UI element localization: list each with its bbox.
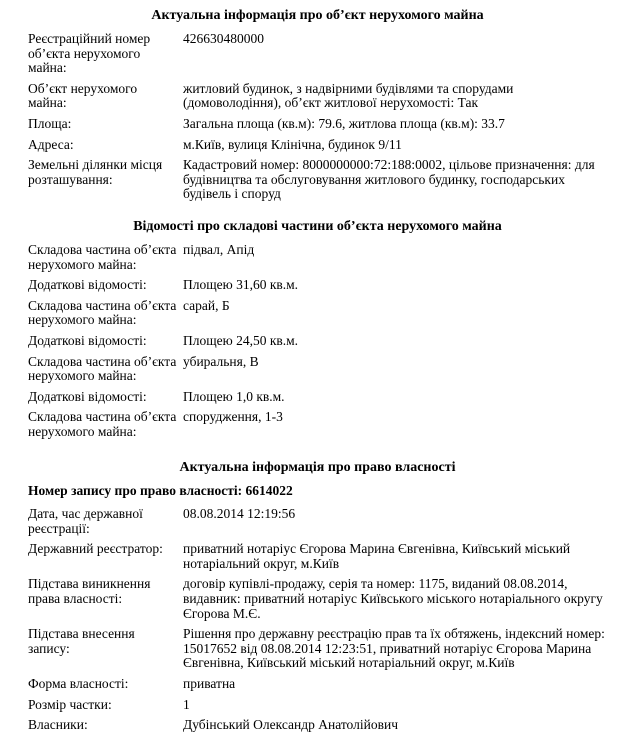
field-row <box>28 117 607 132</box>
field-value: убиральня, В <box>183 353 259 369</box>
field-value: Дубінський Олександр Анатолійович <box>183 717 398 733</box>
field-value: Площею 24,50 кв.м. <box>183 332 299 348</box>
field-row <box>28 390 607 405</box>
field-row <box>28 138 607 153</box>
field-label: Об’єкт нерухомого майна: <box>28 80 138 111</box>
field-row <box>28 507 607 536</box>
field-value: підвал, Апід <box>183 241 255 257</box>
field-row <box>28 355 607 384</box>
section-title: Відомості про складові частини об’єкта нерухомого майна <box>133 218 502 234</box>
field-row <box>28 158 607 202</box>
field-label: Складова частина об’єкта нерухомого майна: <box>28 353 177 384</box>
field-value: приватна <box>183 676 236 691</box>
field-label: Складова частина об’єкта нерухомого майна: <box>28 241 177 272</box>
field-row <box>28 542 607 571</box>
field-value: 426630480000 <box>183 31 264 46</box>
field-label: Підстава внесення запису: <box>28 626 135 656</box>
field-label: Адреса: <box>28 136 74 152</box>
section-component-parts <box>28 219 607 440</box>
field-label: Форма власності: <box>28 676 129 691</box>
field-label: Складова частина об’єкта нерухомого майна: <box>28 409 177 439</box>
field-label: Реєстраційний номер об’єкта нерухомого майна: <box>28 31 151 76</box>
section-ownership-info <box>28 460 607 732</box>
field-label: Додаткові відомості: <box>28 388 147 404</box>
section-object-info <box>28 8 607 202</box>
field-value: м.Київ, вулиця Клінічна, будинок 9/11 <box>183 136 402 152</box>
section-title: Актуальна інформація про право власності <box>179 460 456 476</box>
field-value: Площею 1,0 кв.м. <box>183 388 285 404</box>
field-value: 1 <box>183 696 190 712</box>
field-label: Площа: <box>28 115 72 131</box>
field-label: Дата, час державної реєстрації: <box>28 506 143 536</box>
field-value: Площею 31,60 кв.м. <box>183 277 299 293</box>
field-label: Розмір частки: <box>28 696 112 712</box>
field-value: Рішення про державну реєстрацію прав та їх обтяжень, індексний номер: 15017652 від 08.08.2014 12:23:51, приватний нотаріус Єгорова Марина Євгенівна, Київський міський нотаріальний округ, м.Київ <box>183 626 605 671</box>
field-value: договір купівлі-продажу, серія та номер: 1175, виданий 08.08.2014, видавник: приватний нотаріус Київського міського нотаріального округу Єгорова М.Є. <box>183 576 603 621</box>
field-value: 08.08.2014 12:19:56 <box>183 506 296 522</box>
field-value: Кадастровий номер: 8000000000:72:188:0002, цільове призначення: для будівництва та обслуговування житлового будинку, господарських будівель і споруд <box>183 157 595 202</box>
field-value: приватний нотаріус Єгорова Марина Євгенівна, Київський міський нотаріальний округ, м.Київ <box>183 541 571 571</box>
field-value: житловий будинок, з надвірними будівлями та спорудами (домоволодіння), об’єкт житлової нерухомості: Так <box>183 80 514 111</box>
section-title: Актуальна інформація про об’єкт нерухомого майна <box>151 8 484 23</box>
field-row <box>28 677 607 692</box>
field-row <box>28 32 607 76</box>
field-label: Складова частина об’єкта нерухомого майна: <box>28 297 177 328</box>
field-row <box>28 334 607 349</box>
field-row <box>28 243 607 272</box>
field-row <box>28 278 607 293</box>
field-row <box>28 410 607 439</box>
field-row <box>28 718 607 733</box>
field-value: сарай, Б <box>183 297 230 313</box>
field-label: Власники: <box>28 717 88 733</box>
field-label: Державний реєстратор: <box>28 541 163 557</box>
field-label: Додаткові відомості: <box>28 277 147 293</box>
field-value: Загальна площа (кв.м): 79.6, житлова площа (кв.м): 33.7 <box>183 115 505 131</box>
field-row <box>28 577 607 621</box>
field-row <box>28 299 607 328</box>
field-row <box>28 82 607 111</box>
ownership-record-number: Номер запису про право власності: 6614022 <box>28 483 293 499</box>
field-row <box>28 698 607 713</box>
field-row <box>28 627 607 671</box>
field-label: Земельні ділянки місця розташування: <box>28 157 163 187</box>
field-label: Додаткові відомості: <box>28 332 147 348</box>
field-label: Підстава виникнення права власності: <box>28 576 151 607</box>
field-value: спорудження, 1-3 <box>183 409 283 425</box>
